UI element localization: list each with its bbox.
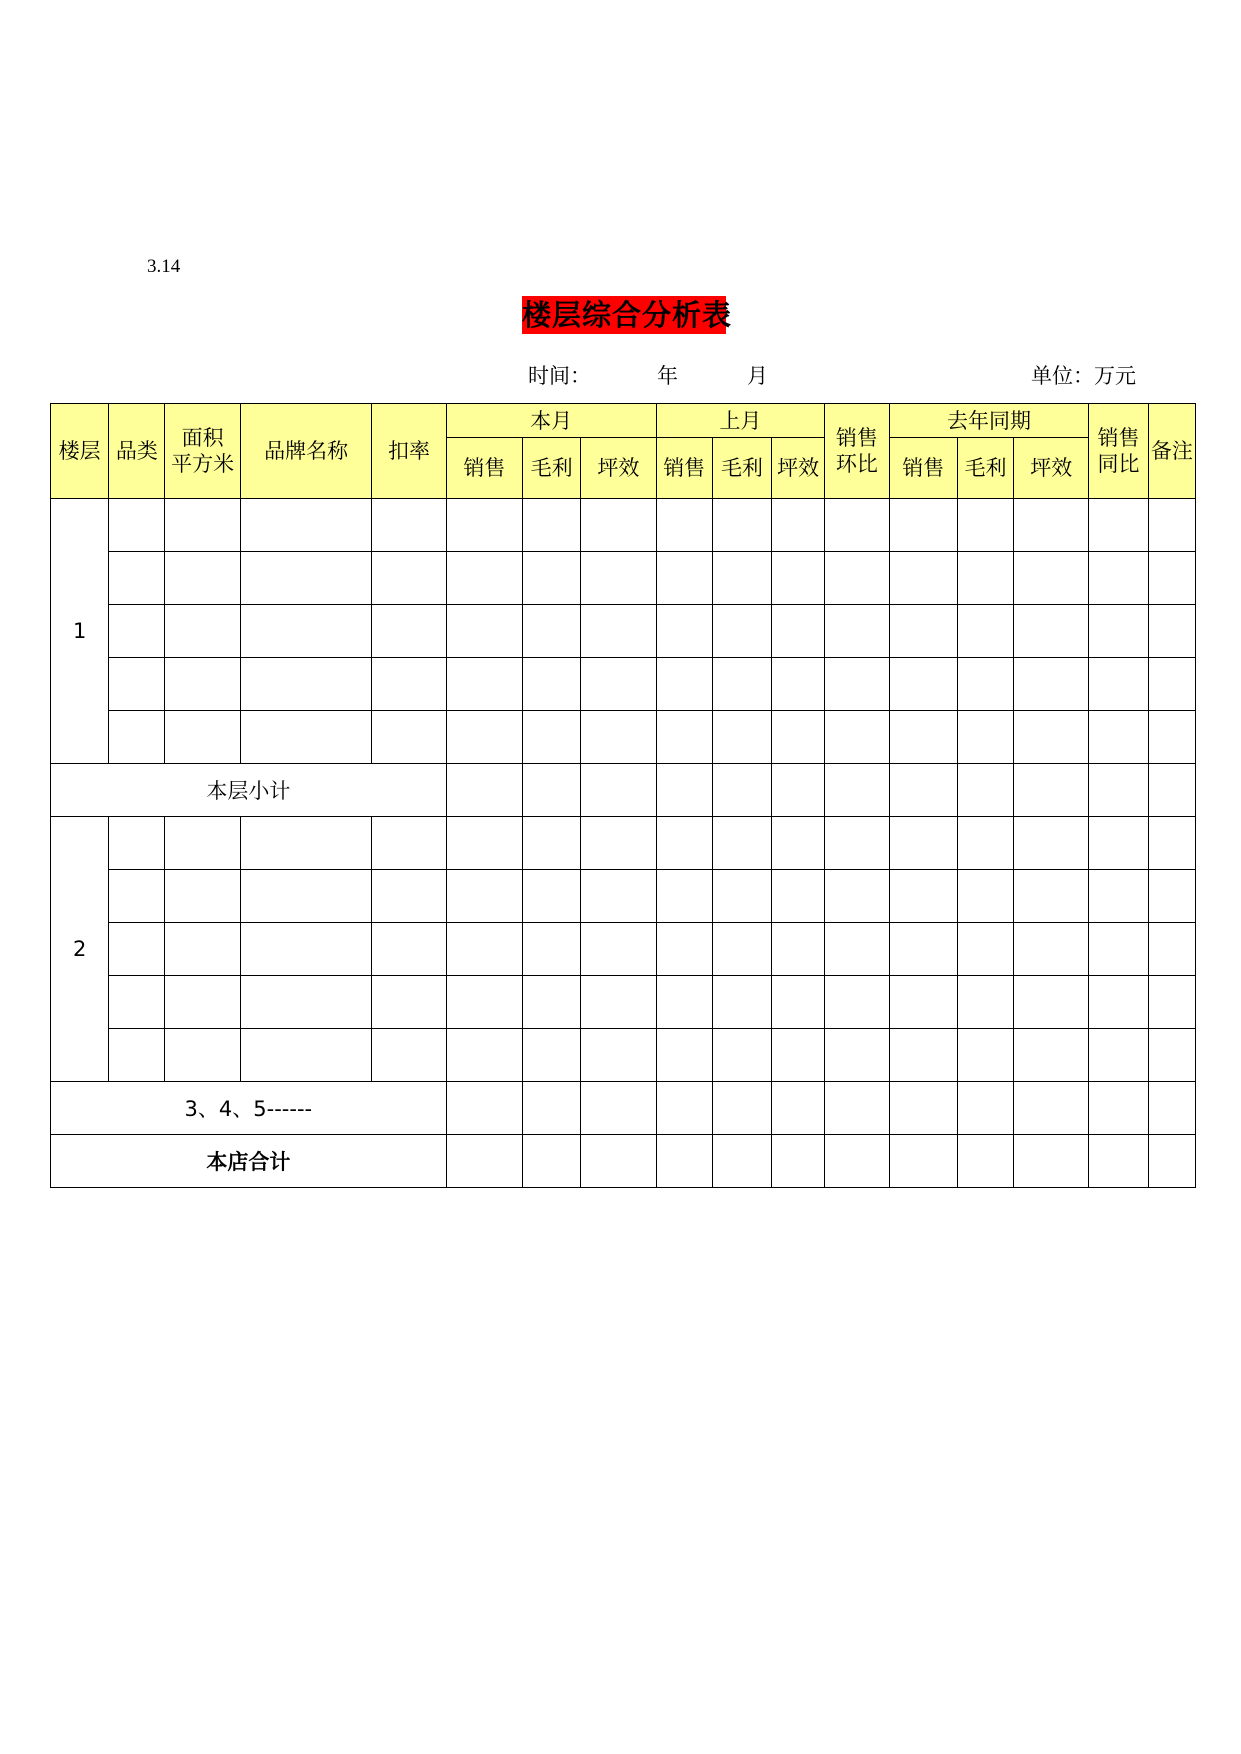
table-cell[interactable]	[712, 711, 771, 764]
table-cell[interactable]	[957, 817, 1013, 870]
page-title: 楼层综合分析表	[522, 298, 733, 332]
header-last-month-sales: 销售	[656, 438, 712, 499]
table-cell[interactable]	[1014, 764, 1089, 817]
table-cell[interactable]	[712, 764, 771, 817]
table-cell[interactable]	[772, 711, 825, 764]
table-cell[interactable]	[772, 1029, 825, 1082]
table-cell[interactable]	[825, 817, 889, 870]
table-cell[interactable]	[1089, 1029, 1148, 1082]
table-cell[interactable]	[957, 1029, 1013, 1082]
table-cell[interactable]	[889, 764, 957, 817]
table-cell[interactable]	[656, 976, 712, 1029]
table-cell[interactable]	[889, 605, 957, 658]
table-cell[interactable]	[109, 923, 165, 976]
header-this-month-sales: 销售	[446, 438, 522, 499]
table-cell[interactable]	[1014, 499, 1089, 552]
table-cell[interactable]	[165, 923, 240, 976]
table-cell[interactable]	[1089, 658, 1148, 711]
table-cell[interactable]	[1014, 711, 1089, 764]
header-mom	[825, 404, 889, 499]
table-cell[interactable]	[712, 1082, 771, 1135]
table-cell[interactable]	[109, 1029, 165, 1082]
table-cell[interactable]	[1014, 1082, 1089, 1135]
table-cell[interactable]	[1089, 711, 1148, 764]
table-cell[interactable]	[1148, 817, 1195, 870]
table-cell[interactable]	[523, 1135, 581, 1188]
table-cell[interactable]	[446, 976, 522, 1029]
table-cell[interactable]	[957, 870, 1013, 923]
table-cell[interactable]	[772, 499, 825, 552]
table-cell[interactable]	[889, 711, 957, 764]
header-this-month: 本月	[446, 404, 656, 438]
table-cell[interactable]	[165, 605, 240, 658]
table-body	[51, 499, 1196, 1188]
table-cell[interactable]	[656, 1135, 712, 1188]
table-cell[interactable]	[772, 870, 825, 923]
table-cell[interactable]	[772, 658, 825, 711]
table-cell[interactable]	[446, 605, 522, 658]
table-cell[interactable]	[240, 923, 372, 976]
table-cell[interactable]	[165, 658, 240, 711]
table-cell[interactable]	[1148, 870, 1195, 923]
table-cell[interactable]	[523, 817, 581, 870]
floor-1-subtotal-row	[51, 764, 1196, 817]
table-cell[interactable]	[656, 1082, 712, 1135]
table-cell[interactable]	[656, 499, 712, 552]
table-cell[interactable]	[240, 1029, 372, 1082]
table-row	[51, 817, 1196, 870]
header-last-year-sales: 销售	[889, 438, 957, 499]
table-cell[interactable]	[772, 1082, 825, 1135]
table-cell[interactable]	[656, 870, 712, 923]
header-last-month-profit: 毛利	[712, 438, 771, 499]
table-cell[interactable]	[772, 764, 825, 817]
table-cell[interactable]	[772, 976, 825, 1029]
table-cell[interactable]	[825, 711, 889, 764]
unit-label: 单位：万元	[1031, 364, 1136, 388]
table-cell[interactable]	[581, 1029, 656, 1082]
table-cell[interactable]	[523, 1029, 581, 1082]
table-cell[interactable]	[1089, 1082, 1148, 1135]
table-cell[interactable]	[825, 1082, 889, 1135]
table-cell[interactable]	[1014, 817, 1089, 870]
table-cell[interactable]	[581, 658, 656, 711]
table-cell[interactable]	[772, 552, 825, 605]
table-cell[interactable]	[656, 711, 712, 764]
table-cell[interactable]	[825, 605, 889, 658]
table-cell[interactable]	[581, 976, 656, 1029]
table-cell[interactable]	[656, 764, 712, 817]
table-cell[interactable]	[446, 552, 522, 605]
table-cell[interactable]	[656, 923, 712, 976]
table-cell[interactable]	[165, 870, 240, 923]
table-cell[interactable]	[889, 552, 957, 605]
table-cell[interactable]	[1148, 499, 1195, 552]
table-cell[interactable]	[1014, 605, 1089, 658]
table-cell[interactable]	[1148, 1082, 1195, 1135]
table-cell[interactable]	[372, 976, 446, 1029]
table-cell[interactable]	[372, 605, 446, 658]
table-cell[interactable]	[523, 923, 581, 976]
table-cell[interactable]	[712, 976, 771, 1029]
table-cell[interactable]	[712, 605, 771, 658]
table-cell[interactable]	[712, 552, 771, 605]
table-cell[interactable]	[957, 711, 1013, 764]
table-cell[interactable]	[656, 1029, 712, 1082]
table-cell[interactable]	[372, 658, 446, 711]
table-cell[interactable]	[1148, 1135, 1195, 1188]
table-cell[interactable]	[1089, 923, 1148, 976]
header-yoy	[1089, 404, 1148, 499]
table-cell[interactable]	[1014, 870, 1089, 923]
more-floors-label: 3、4、5------	[51, 1082, 447, 1135]
table-cell[interactable]	[581, 552, 656, 605]
table-cell[interactable]	[372, 923, 446, 976]
table-cell[interactable]	[581, 1135, 656, 1188]
more-floors-row	[51, 1082, 1196, 1135]
header-area	[165, 404, 240, 499]
table-cell[interactable]	[1148, 976, 1195, 1029]
table-cell[interactable]	[581, 499, 656, 552]
table-cell[interactable]	[772, 923, 825, 976]
table-cell[interactable]	[109, 976, 165, 1029]
table-cell[interactable]	[889, 1082, 957, 1135]
table-cell[interactable]	[889, 923, 957, 976]
table-cell[interactable]	[825, 923, 889, 976]
table-cell[interactable]	[772, 1135, 825, 1188]
table-cell[interactable]	[957, 1082, 1013, 1135]
table-cell[interactable]	[109, 817, 165, 870]
table-row	[51, 923, 1196, 976]
table-cell[interactable]	[1089, 1135, 1148, 1188]
table-cell[interactable]	[109, 499, 165, 552]
table-cell[interactable]	[712, 870, 771, 923]
header-this-month-profit: 毛利	[523, 438, 581, 499]
table-cell[interactable]	[446, 817, 522, 870]
header-this-month-efficiency: 坪效	[581, 438, 656, 499]
table-cell[interactable]	[240, 870, 372, 923]
table-cell[interactable]	[240, 976, 372, 1029]
header-floor: 楼层	[51, 404, 109, 499]
year-label: 年	[657, 364, 678, 388]
table-cell[interactable]	[889, 817, 957, 870]
table-cell[interactable]	[446, 870, 522, 923]
header-mom-line1: 销售	[835, 426, 878, 450]
header-remark: 备注	[1148, 404, 1195, 499]
table-cell[interactable]	[957, 764, 1013, 817]
table-cell[interactable]	[656, 658, 712, 711]
table-cell[interactable]	[825, 552, 889, 605]
table-cell[interactable]	[1148, 764, 1195, 817]
table-cell[interactable]	[446, 1135, 522, 1188]
header-last-month: 上月	[656, 404, 825, 438]
table-cell[interactable]	[446, 1082, 522, 1135]
table-cell[interactable]	[109, 711, 165, 764]
table-cell[interactable]	[446, 711, 522, 764]
table-cell[interactable]	[523, 605, 581, 658]
table-row	[51, 1029, 1196, 1082]
header-last-year-profit: 毛利	[957, 438, 1013, 499]
table-cell[interactable]	[712, 817, 771, 870]
table-cell[interactable]	[109, 605, 165, 658]
floor-1-cell: 1	[51, 499, 109, 764]
table-row	[51, 870, 1196, 923]
table-cell[interactable]	[581, 1082, 656, 1135]
table-cell[interactable]	[825, 658, 889, 711]
table-cell[interactable]	[1014, 658, 1089, 711]
table-cell[interactable]	[1148, 923, 1195, 976]
table-cell[interactable]	[165, 552, 240, 605]
table-cell[interactable]	[1014, 923, 1089, 976]
table-cell[interactable]	[372, 870, 446, 923]
month-label: 月	[747, 364, 768, 388]
table-cell[interactable]	[165, 1029, 240, 1082]
table-cell[interactable]	[957, 499, 1013, 552]
table-cell[interactable]	[772, 817, 825, 870]
table-cell[interactable]	[446, 764, 522, 817]
table-cell[interactable]	[581, 870, 656, 923]
table-cell[interactable]	[523, 764, 581, 817]
table-cell[interactable]	[957, 605, 1013, 658]
table-cell[interactable]	[957, 1135, 1013, 1188]
table-cell[interactable]	[889, 976, 957, 1029]
table-cell[interactable]	[165, 976, 240, 1029]
header-area-line2: 平方米	[171, 452, 235, 476]
table-cell[interactable]	[372, 711, 446, 764]
table-cell[interactable]	[1148, 552, 1195, 605]
table-cell[interactable]	[240, 552, 372, 605]
table-cell[interactable]	[523, 658, 581, 711]
table-cell[interactable]	[957, 658, 1013, 711]
table-cell[interactable]	[825, 976, 889, 1029]
header-category: 品类	[109, 404, 165, 499]
table-cell[interactable]	[165, 499, 240, 552]
floor-2-cell: 2	[51, 817, 109, 1082]
table-cell[interactable]	[1014, 1029, 1089, 1082]
table-cell[interactable]	[523, 499, 581, 552]
header-last-year: 去年同期	[889, 404, 1089, 438]
store-total-label: 本店合计	[51, 1135, 447, 1188]
header-last-year-efficiency: 坪效	[1014, 438, 1089, 499]
table-cell[interactable]	[523, 552, 581, 605]
table-cell[interactable]	[1014, 552, 1089, 605]
table-cell[interactable]	[825, 870, 889, 923]
table-cell[interactable]	[523, 711, 581, 764]
table-cell[interactable]	[772, 605, 825, 658]
table-cell[interactable]	[825, 499, 889, 552]
header-brand: 品牌名称	[240, 404, 372, 499]
header-area-line1: 面积	[181, 426, 224, 450]
table-cell[interactable]	[240, 711, 372, 764]
table-cell[interactable]	[372, 552, 446, 605]
table-cell[interactable]	[656, 605, 712, 658]
table-row	[51, 711, 1196, 764]
table-cell[interactable]	[581, 764, 656, 817]
table-header	[51, 404, 1196, 499]
table-cell[interactable]	[1089, 870, 1148, 923]
table-cell[interactable]	[581, 605, 656, 658]
table-cell[interactable]	[712, 499, 771, 552]
table-cell[interactable]	[825, 1029, 889, 1082]
table-cell[interactable]	[240, 658, 372, 711]
table-cell[interactable]	[240, 817, 372, 870]
table-cell[interactable]	[1148, 605, 1195, 658]
table-cell[interactable]	[825, 1135, 889, 1188]
table-cell[interactable]	[1148, 711, 1195, 764]
table-cell[interactable]	[712, 923, 771, 976]
table-cell[interactable]	[1014, 1135, 1089, 1188]
table-cell[interactable]	[523, 976, 581, 1029]
store-total-row	[51, 1135, 1196, 1188]
table-cell[interactable]	[446, 1029, 522, 1082]
table-cell[interactable]	[1089, 552, 1148, 605]
table-cell[interactable]	[656, 817, 712, 870]
table-cell[interactable]	[581, 817, 656, 870]
table-cell[interactable]	[889, 870, 957, 923]
floor-analysis-table	[50, 403, 1196, 1188]
table-row	[51, 552, 1196, 605]
table-cell[interactable]	[446, 923, 522, 976]
header-mom-line2: 环比	[835, 452, 878, 476]
table-row	[51, 499, 1196, 552]
table-cell[interactable]	[712, 1029, 771, 1082]
table-cell[interactable]	[1089, 605, 1148, 658]
table-cell[interactable]	[109, 552, 165, 605]
table-cell[interactable]	[109, 658, 165, 711]
table-row	[51, 976, 1196, 1029]
table-cell[interactable]	[1148, 1029, 1195, 1082]
table-cell[interactable]	[825, 764, 889, 817]
floor-1-subtotal-label: 本层小计	[51, 764, 447, 817]
table-cell[interactable]	[581, 711, 656, 764]
table-cell[interactable]	[889, 1029, 957, 1082]
table-cell[interactable]	[1148, 658, 1195, 711]
table-cell[interactable]	[523, 870, 581, 923]
table-cell[interactable]	[581, 923, 656, 976]
table-cell[interactable]	[656, 552, 712, 605]
table-cell[interactable]	[1014, 976, 1089, 1029]
table-cell[interactable]	[240, 605, 372, 658]
table-cell[interactable]	[712, 1135, 771, 1188]
table-row	[51, 605, 1196, 658]
table-cell[interactable]	[446, 658, 522, 711]
table-cell[interactable]	[1089, 817, 1148, 870]
table-cell[interactable]	[372, 817, 446, 870]
table-cell[interactable]	[1089, 499, 1148, 552]
table-cell[interactable]	[957, 552, 1013, 605]
table-cell[interactable]	[372, 499, 446, 552]
table-cell[interactable]	[957, 923, 1013, 976]
table-cell[interactable]	[523, 1082, 581, 1135]
table-cell[interactable]	[1089, 764, 1148, 817]
section-number: 3.14	[147, 256, 181, 277]
table-cell[interactable]	[889, 1135, 957, 1188]
header-yoy-line1: 销售	[1097, 426, 1140, 450]
table-cell[interactable]	[1089, 976, 1148, 1029]
header-discount: 扣率	[372, 404, 446, 499]
table-cell[interactable]	[446, 499, 522, 552]
table-cell[interactable]	[165, 817, 240, 870]
table-cell[interactable]	[957, 976, 1013, 1029]
header-yoy-line2: 同比	[1097, 452, 1140, 476]
table-cell[interactable]	[712, 658, 771, 711]
table-cell[interactable]	[109, 870, 165, 923]
table-row	[51, 658, 1196, 711]
time-label: 时间：	[528, 364, 591, 388]
header-last-month-efficiency: 坪效	[772, 438, 825, 499]
table-cell[interactable]	[372, 1029, 446, 1082]
table-cell[interactable]	[165, 711, 240, 764]
table-cell[interactable]	[889, 499, 957, 552]
table-cell[interactable]	[889, 658, 957, 711]
table-cell[interactable]	[240, 499, 372, 552]
